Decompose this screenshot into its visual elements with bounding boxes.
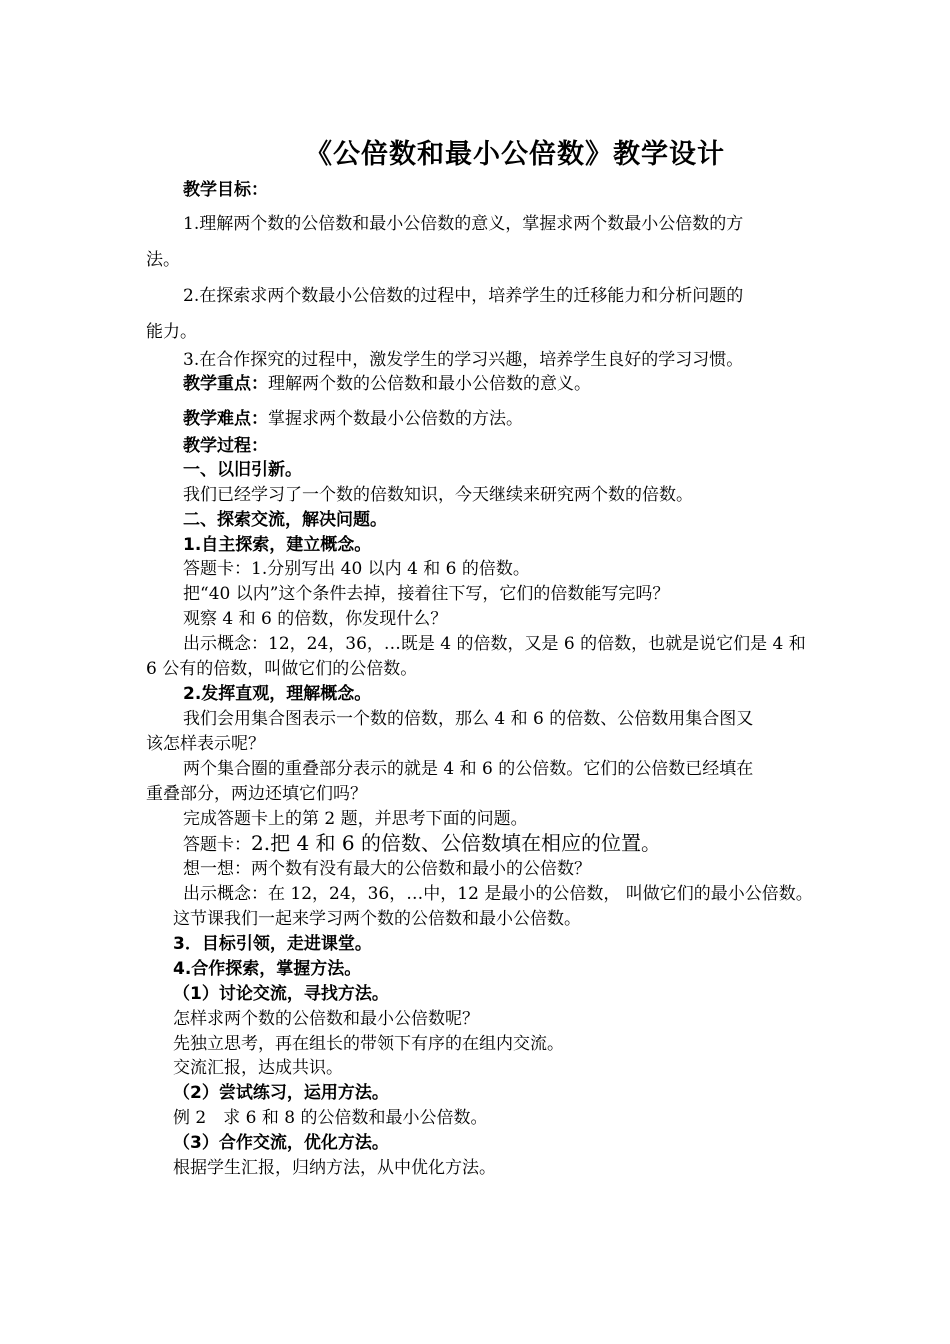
part-2-line-5: 完成答题卡上的第 2 题，并思考下面的问题。 [183,809,528,829]
sub-2-heading: （2）尝试练习，运用方法。 [173,1083,389,1103]
part-1-heading: 1.自主探索，建立概念。 [183,535,372,555]
part-1-line-1: 答题卡：1.分别写出 40 以内 4 和 6 的倍数。 [183,559,530,579]
part-1-line-5: 6 公有的倍数，叫做它们的公倍数。 [146,659,418,679]
part-2-answer-card [183,832,661,856]
objective-2-line-1: 2.在探索求两个数最小公倍数的过程中，培养学生的迁移能力和分析问题的 [183,286,744,306]
part-1-line-4: 出示概念：12，24，36，…既是 4 的倍数，又是 6 的倍数，也就是说它们是 4 和 [183,634,806,654]
sub-1-line-3: 交流汇报，达成共识。 [173,1058,343,1078]
section-2-heading: 二、探索交流，解决问题。 [183,510,387,530]
sub-3-line-1: 根据学生汇报，归纳方法，从中优化方法。 [173,1158,496,1178]
part-1-line-3: 观察 4 和 6 的倍数，你发现什么？ [183,609,448,629]
objective-2-line-2: 能力。 [146,322,197,342]
difficulty-label: 教学难点： [183,409,268,429]
objective-1-line-1: 1.理解两个数的公倍数和最小公倍数的意义，掌握求两个数最小公倍数的方 [183,214,744,234]
difficulty-text: 掌握求两个数最小公倍数的方法。 [268,409,523,429]
part-2-line-6: 想一想：两个数有没有最大的公倍数和最小的公倍数？ [183,859,591,879]
part-2-line-8: 这节课我们一起来学习两个数的公倍数和最小公倍数。 [173,909,581,929]
objectives-heading: 教学目标： [183,180,268,200]
sub-1-line-1: 怎样求两个数的公倍数和最小公倍数呢？ [173,1009,479,1029]
teaching-difficulty [183,408,523,430]
section-1-text: 我们已经学习了一个数的倍数知识，今天继续来研究两个数的倍数。 [183,485,693,505]
sub-2-line-1: 例 2 求 6 和 8 的公倍数和最小公倍数。 [173,1108,488,1128]
sub-1-line-2: 先独立思考，再在组长的带领下有序的在组内交流。 [173,1034,564,1054]
part-2-heading: 2.发挥直观，理解概念。 [183,684,372,704]
process-heading: 教学过程： [183,436,268,456]
answer-card-label: 答题卡： [183,835,251,855]
focus-label: 教学重点： [183,374,268,394]
part-1-line-2: 把“40 以内”这个条件去掉，接着往下写，它们的倍数能写完吗？ [183,584,670,604]
part-2-line-1: 我们会用集合图表示一个数的倍数，那么 4 和 6 的倍数、公倍数用集合图又 [183,709,754,729]
part-2-line-2: 该怎样表示呢？ [146,734,265,754]
teaching-focus [183,373,591,395]
focus-text: 理解两个数的公倍数和最小公倍数的意义。 [268,374,591,394]
objective-3: 3.在合作探究的过程中，激发学生的学习兴趣，培养学生良好的学习习惯。 [183,350,744,370]
part-2-line-7: 出示概念：在 12，24，36，…中，12 是最小的公倍数， 叫做它们的最小公倍数。 [183,884,813,904]
part-2-line-4: 重叠部分，两边还填它们吗？ [146,784,367,804]
sub-1-heading: （1）讨论交流，寻找方法。 [173,984,389,1004]
answer-card-text: 2.把 4 和 6 的倍数、公倍数填在相应的位置。 [251,831,661,855]
document-title: 《公倍数和最小公倍数》教学设计 [305,139,725,170]
part-3-heading: 3．目标引领，走进课堂。 [173,934,372,954]
part-2-line-3: 两个集合圈的重叠部分表示的就是 4 和 6 的公倍数。它们的公倍数已经填在 [183,759,754,779]
section-1-heading: 一、以旧引新。 [183,460,302,480]
part-4-heading: 4.合作探索，掌握方法。 [173,959,362,979]
sub-3-heading: （3）合作交流，优化方法。 [173,1133,389,1153]
objective-1-line-2: 法。 [146,250,180,270]
